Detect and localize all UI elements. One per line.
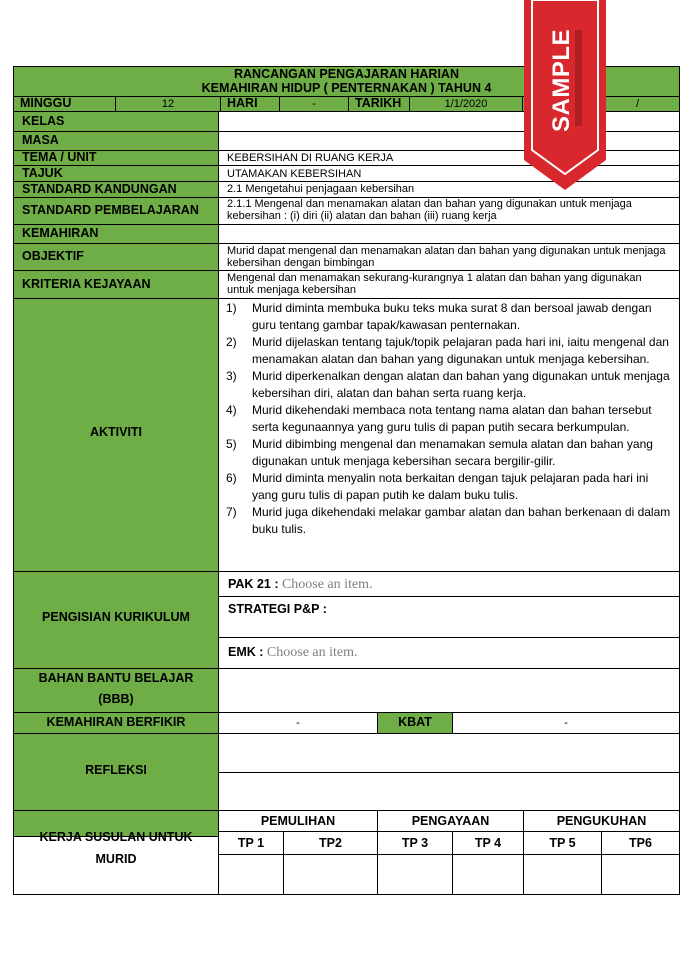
refleksi-label: REFLEKSI: [85, 763, 147, 777]
berfikir-value: -: [296, 717, 300, 729]
objektif-value: Murid dapat mengenal dan menamakan alatan dan bahan yang digunakan untuk menjaga kebersihan dengan bimbingan: [227, 245, 666, 269]
kelas-label: KELAS: [22, 114, 65, 128]
page-title: RANCANGAN PENGAJARAN HARIAN: [233, 67, 459, 81]
page-subtitle: KEMAHIRAN HIDUP ( PENTERNAKAN ) TAHUN 4: [201, 81, 492, 95]
masa-label: MASA: [22, 133, 59, 147]
hari-label: HARI: [227, 96, 258, 110]
extra-value: /: [636, 98, 640, 110]
tp-answer-3: [377, 854, 453, 895]
bbb-label-line2: (BBB): [98, 692, 134, 706]
kriteria-value: Mengenal dan menamakan sekurang-kurangnya 1 alatan dan bahan yang digunakan untuk menjaga kebersihan: [227, 272, 642, 296]
aktiviti-item: [226, 436, 674, 469]
tp-answer-6: [601, 854, 680, 895]
berfikir-label: KEMAHIRAN BERFIKIR: [46, 715, 186, 729]
aktiviti-item-text: Murid diperkenalkan dengan alatan dan bahan yang digunakan untuk menjaga kebersihan diri, alatan dan bahan serta ruang kerja.: [252, 369, 670, 400]
hari-value: -: [312, 98, 316, 110]
tp-cell-6: TP6: [601, 831, 680, 855]
aktiviti-item: [226, 334, 674, 367]
aktiviti-item-text: Murid dijelaskan tentang tajuk/topik pelajaran pada hari ini, iaitu mengenal dan menamakan alatan dan bahan yang digunakan untuk menjaga kebersihan.: [252, 335, 669, 366]
pak-label: PAK 21 :: [228, 577, 279, 591]
kurikulum-label: PENGISIAN KURIKULUM: [42, 610, 190, 624]
group-pengayaan: PENGAYAAN: [377, 810, 524, 832]
emk-field[interactable]: [228, 645, 358, 660]
aktiviti-item-number: 6): [226, 471, 237, 485]
susulan-label-line1: KERJA SUSULAN UNTUK: [39, 830, 193, 844]
aktiviti-item-text: Murid diminta membuka buku teks muka surat 8 dan bersoal jawab dengan guru tentang gambar tapak/kawasan penternakan.: [252, 301, 652, 332]
sample-watermark: [522, 0, 608, 192]
aktiviti-item-text: Murid diminta menyalin nota berkaitan dengan tajuk pelajaran pada hari ini yang guru tulis di papan putih ke dalam buku tulis.: [252, 471, 649, 502]
aktiviti-item-text: Murid dikehendaki membaca nota tentang nama alatan dan bahan tersebut serta kegunaannya yang guru tulis di papan putih secara berkumpulan.: [252, 403, 652, 434]
tarikh-value: 1/1/2020: [444, 98, 488, 110]
tp-cell-4: TP 4: [452, 831, 524, 855]
aktiviti-item: [226, 470, 674, 503]
refleksi-top-cell: [218, 733, 680, 773]
minggu-label: MINGGU: [20, 96, 72, 110]
aktiviti-label: AKTIVITI: [89, 425, 143, 439]
aktiviti-item-text: Murid juga dikehendaki melakar gambar alatan dan bahan berkenaan di dalam buku tulis.: [252, 505, 671, 536]
aktiviti-item-text: Murid dibimbing mengenal dan menamakan semula alatan dan bahan yang digunakan untuk menjaga kebersihan secara bergilir-gilir.: [252, 437, 653, 468]
sk-label: STANDARD KANDUNGAN: [22, 182, 177, 196]
aktiviti-item-number: 3): [226, 369, 237, 383]
aktiviti-item: [226, 504, 674, 537]
aktiviti-item-number: 5): [226, 437, 237, 451]
aktiviti-list: [226, 300, 674, 538]
aktiviti-item-number: 2): [226, 335, 237, 349]
group-pemulihan: PEMULIHAN: [218, 810, 378, 832]
bbb-label-line1: BAHAN BANTU BELAJAR: [38, 671, 194, 685]
tajuk-label: TAJUK: [22, 166, 63, 180]
tp-answer-1: [218, 854, 284, 895]
aktiviti-item-number: 4): [226, 403, 237, 417]
kbat-label: KBAT: [398, 715, 432, 729]
kriteria-label: KRITERIA KEJAYAAN: [22, 277, 151, 291]
tp-answer-5: [523, 854, 602, 895]
sp-label: STANDARD PEMBELAJARAN: [22, 203, 199, 217]
sample-text: SAMPLE: [548, 28, 575, 132]
aktiviti-item-number: 1): [226, 301, 237, 315]
kbat-value: -: [564, 717, 568, 729]
tp-cell-3: TP 3: [377, 831, 453, 855]
pak-field[interactable]: [228, 577, 373, 592]
aktiviti-item: [226, 300, 674, 333]
tajuk-value: UTAMAKAN KEBERSIHAN: [227, 168, 362, 180]
tp-cell-2: TP2: [283, 831, 378, 855]
tp-answer-4: [452, 854, 524, 895]
tema-label: TEMA / UNIT: [22, 150, 97, 164]
strategi-label: STRATEGI P&P :: [228, 602, 327, 616]
aktiviti-item: [226, 402, 674, 435]
sp-value: 2.1.1 Mengenal dan menamakan alatan dan bahan yang digunakan untuk menjaga kebersihan : (i) diri (ii) alatan dan bahan (iii) ruang kerja: [227, 198, 632, 222]
sk-value: 2.1 Mengetahui penjagaan kebersihan: [227, 183, 415, 195]
emk-label: EMK :: [228, 645, 264, 659]
group-pengukuhan: PENGUKUHAN: [523, 810, 680, 832]
kemahiran-row: [13, 224, 680, 244]
pak-dropdown[interactable]: Choose an item.: [281, 577, 373, 592]
aktiviti-item-number: 7): [226, 505, 237, 519]
tema-value: KEBERSIHAN DI RUANG KERJA: [227, 152, 394, 164]
tp-cell-1: TP 1: [218, 831, 284, 855]
kemahiran-label: KEMAHIRAN: [22, 226, 99, 240]
objektif-label: OBJEKTIF: [22, 249, 84, 263]
aktiviti-item: [226, 368, 674, 401]
tp-answer-2: [283, 854, 378, 895]
tp-cell-5: TP 5: [523, 831, 602, 855]
emk-dropdown[interactable]: Choose an item.: [266, 645, 358, 660]
minggu-value: 12: [161, 98, 175, 110]
susulan-label-line2: MURID: [95, 852, 137, 866]
tarikh-label: TARIKH: [355, 96, 402, 110]
